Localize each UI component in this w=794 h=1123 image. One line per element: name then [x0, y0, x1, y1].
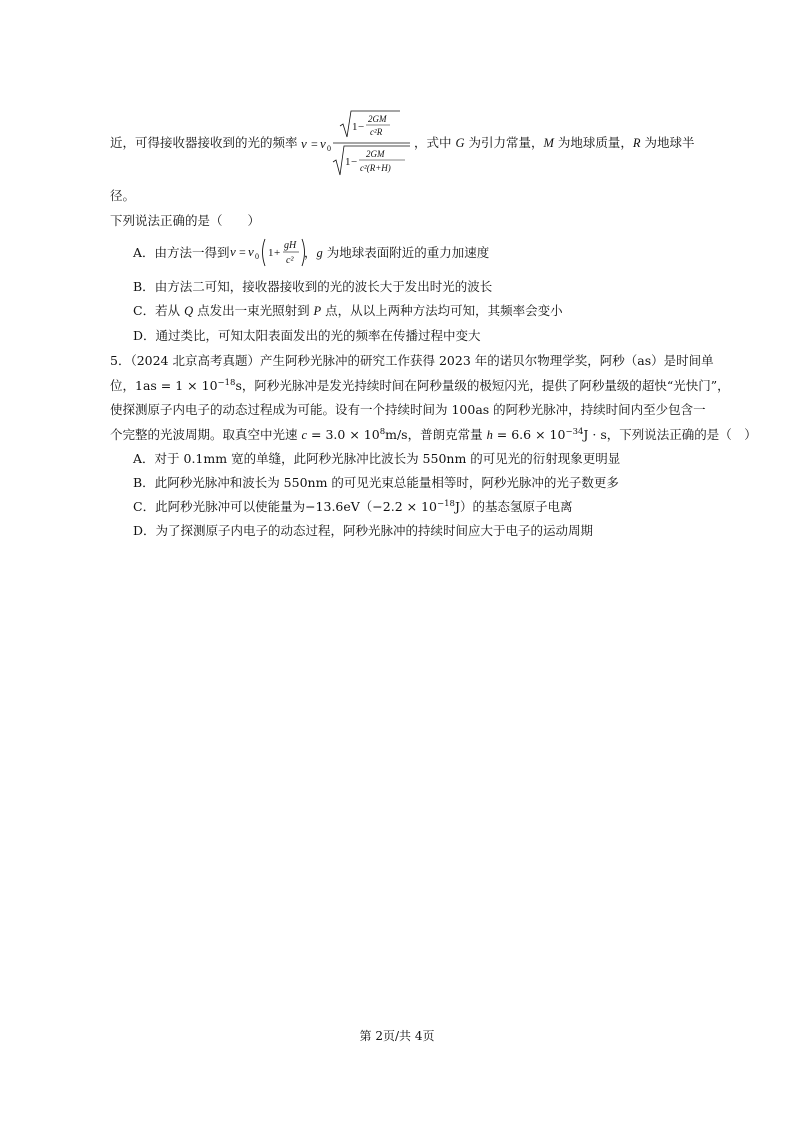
q5-option-b[interactable]: B．此阿秒光脉冲和波长为 550nm 的可见光束总能量相等时，阿秒光脉冲的光子数更多 — [133, 475, 619, 490]
q5-line-4: 个完整的光波周期。取真空中光速 $c = 3.0 \times 10^8m/s$，普朗克常量 $h = 6.6 \times 10^{-34}J \cdot s$，下列说法正确的是（ ） — [110, 426, 757, 442]
var-Q: Q — [184, 304, 194, 318]
var-G: G — [455, 136, 465, 150]
intro-suffix: ，式中 G 为引力常量，M 为地球质量，R 为地球半 — [414, 135, 695, 150]
page-footer: 第 2页/共 4页 — [359, 1029, 435, 1043]
var-M: M — [543, 136, 554, 150]
intro-prefix: 近，可得接收器接收到的光的频率 — [110, 135, 298, 150]
num-bot: c²R — [370, 127, 383, 137]
var-g: g — [316, 246, 323, 260]
q4-option-d[interactable]: D．通过类比，可知太阳表面发出的光的频率在传播过程中变大 — [133, 328, 481, 343]
q4-option-a[interactable]: A．由方法一得到 — [133, 245, 230, 260]
formula-nu0: ν — [320, 136, 326, 151]
q5-option-d[interactable]: D．为了探测原子内电子的动态过程，阿秒光脉冲的持续时间应大于电子的运动周期 — [133, 523, 594, 538]
svg-text:−: − — [351, 156, 358, 168]
q5-option-c[interactable]: C．此阿秒光脉冲可以使能量为$-13.6eV(-2.2 \times 10^{-18}J)$的基态氢原子电离 — [133, 498, 573, 514]
den-bot: c²(R+H) — [360, 163, 391, 173]
svg-text:=: = — [239, 245, 246, 259]
q5-line-3: 使探测原子内电子的动态过程成为可能。设有一个持续时间为 100as 的阿秒光脉冲，持续时间内至少包含一 — [110, 402, 706, 417]
den-top: 2GM — [366, 149, 385, 159]
svg-text:gH: gH — [284, 240, 297, 251]
q4-option-a-tail: ，g 为地球表面附近的重力加速度 — [304, 245, 490, 260]
intro-tail: 径。 — [110, 188, 136, 203]
den-one: 1 — [345, 156, 351, 168]
q5-line-1: 5．（2024 北京高考真题）产生阿秒光脉冲的研究工作获得 2023 年的诺贝尔物理学奖，阿秒（as）是时间单 — [110, 353, 714, 368]
svg-text:0: 0 — [255, 252, 259, 261]
intro-line — [110, 135, 298, 151]
formula-nu0-sub: 0 — [327, 144, 331, 153]
formula-nu: ν — [301, 136, 307, 151]
svg-text:−: − — [358, 121, 365, 133]
var-P: P — [313, 304, 322, 318]
q4-stem: 下列说法正确的是（ ） — [110, 213, 261, 228]
svg-text:ν: ν — [230, 244, 236, 259]
formula-eq: = — [311, 137, 318, 151]
q5-option-a[interactable]: A．对于 0.1mm 宽的单缝，此阿秒光脉冲比波长为 550nm 的可见光的衍射现象更明显 — [133, 451, 621, 466]
num-top: 2GM — [368, 114, 387, 124]
q4-option-c[interactable]: C．若从 Q 点发出一束光照射到 P 点，从以上两种方法均可知，其频率会变小 — [133, 303, 563, 318]
svg-text:c²: c² — [286, 255, 294, 266]
q5-line-2: 位，$1as = 1 \times 10^{-18}s$，阿秒光脉冲是发光持续时间在阿秒量级的极短闪光，提供了阿秒量级的超快“光快门”， — [110, 377, 730, 393]
q4-option-b[interactable]: B．由方法二可知，接收器接收到的光的波长大于发出时光的波长 — [133, 279, 493, 294]
frequency-formula — [300, 108, 412, 178]
svg-text:+: + — [274, 247, 281, 259]
q5-number: 5． — [110, 353, 131, 368]
num-one: 1 — [352, 121, 358, 133]
svg-text:1: 1 — [268, 247, 274, 259]
var-R: R — [632, 136, 641, 150]
svg-text:ν: ν — [248, 244, 254, 259]
